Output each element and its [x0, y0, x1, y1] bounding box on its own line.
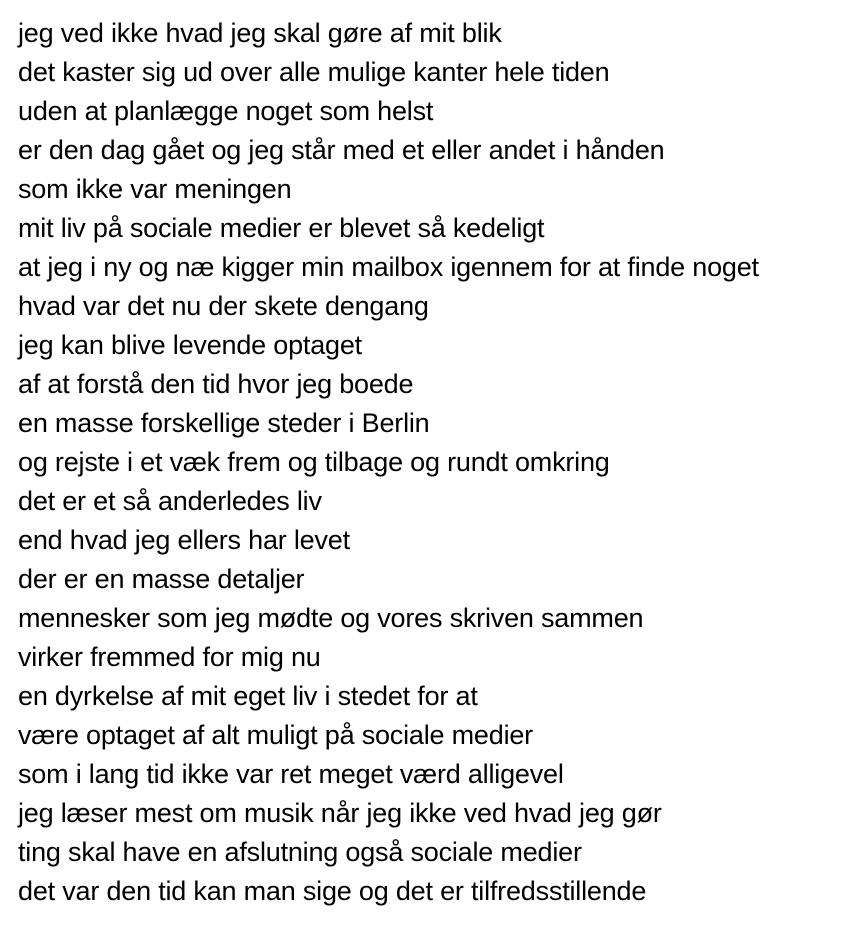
poem-line: som i lang tid ikke var ret meget værd alligevel [18, 759, 564, 789]
poem-line: en dyrkelse af mit eget liv i stedet for at [18, 681, 478, 711]
poem-line: end hvad jeg ellers har levet [18, 525, 350, 555]
poem-line: hvad var det nu der skete dengang [18, 291, 429, 321]
poem-line: en masse forskellige steder i Berlin [18, 408, 430, 438]
poem-line: jeg kan blive levende optaget [18, 330, 362, 360]
poem-line: som ikke var meningen [18, 174, 292, 204]
poem-line: være optaget af alt muligt på sociale medier [18, 720, 533, 750]
poem-line: af at forstå den tid hvor jeg boede [18, 369, 414, 399]
poem-line: ting skal have en afslutning også sociale medier [18, 837, 582, 867]
poem-line: der er en masse detaljer [18, 564, 305, 594]
poem-line: mit liv på sociale medier er blevet så kedeligt [18, 213, 545, 243]
poem-line: det er et så anderledes liv [18, 486, 322, 516]
poem-line: uden at planlægge noget som helst [18, 96, 434, 126]
poem-line: at jeg i ny og næ kigger min mailbox igennem for at finde noget [18, 252, 759, 282]
poem-line: er den dag gået og jeg står med et eller andet i hånden [18, 135, 665, 165]
poem-line: mennesker som jeg mødte og vores skriven sammen [18, 603, 644, 633]
poem-line: jeg læser mest om musik når jeg ikke ved hvad jeg gør [18, 798, 662, 828]
poem-line: jeg ved ikke hvad jeg skal gøre af mit blik [18, 18, 502, 48]
poem-line: og rejste i et væk frem og tilbage og rundt omkring [18, 447, 610, 477]
poem-text [18, 14, 759, 911]
poem-line: det kaster sig ud over alle mulige kanter hele tiden [18, 57, 610, 87]
poem-line: virker fremmed for mig nu [18, 642, 321, 672]
poem-line: det var den tid kan man sige og det er tilfredsstillende [18, 876, 647, 906]
